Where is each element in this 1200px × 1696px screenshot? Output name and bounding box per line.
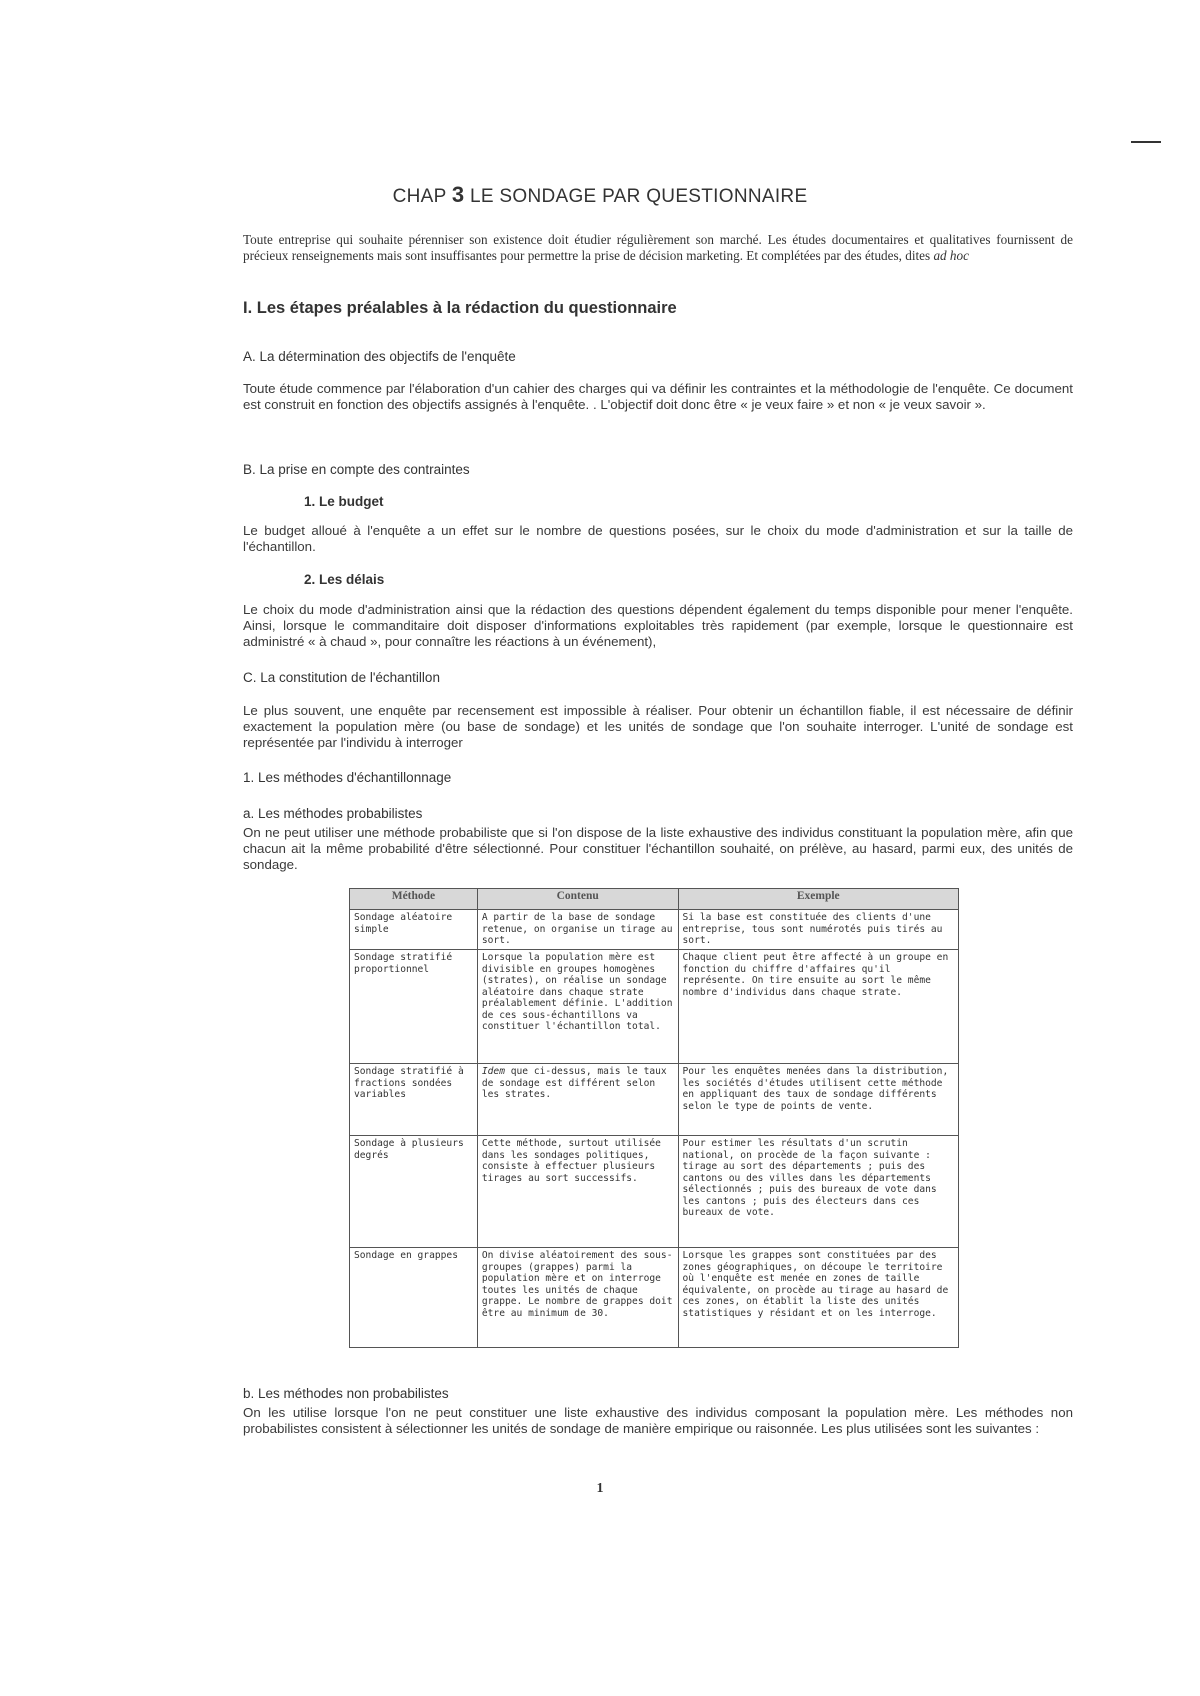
intro-italic: ad hoc <box>933 248 969 263</box>
chapter-number: 3 <box>451 182 465 207</box>
heading-non-probabilistic: b. Les méthodes non probabilistes <box>243 1386 449 1401</box>
table-header-row <box>350 889 959 910</box>
table-row <box>350 1064 959 1136</box>
cell-method: Sondage stratifié proportionnel <box>350 950 478 1064</box>
table-row <box>350 910 959 950</box>
cell-example: Pour estimer les résultats d'un scrutin national, on procède de la façon suivante : tirage au sort des départements ; puis des cantons ou des villes dans les départements sélectionnés ; puis des bureaux de vote dans les cantons ; puis des électeurs dans ces bureaux de vote. <box>678 1136 958 1248</box>
chapter-name: LE SONDAGE PAR QUESTIONNAIRE <box>469 186 808 207</box>
methods-table <box>349 888 959 1348</box>
cell-content-italic: Idem <box>481 1066 505 1077</box>
cell-example: Pour les enquêtes menées dans la distribution, les sociétés d'études utilisent cette méthode en appliquant des taux de sondage différents selon le type de points de vente. <box>678 1064 958 1136</box>
cell-content: A partir de la base de sondage retenue, on organise un tirage au sort. <box>477 910 678 950</box>
header-method: Méthode <box>350 889 478 910</box>
cell-example: Chaque client peut être affecté à un groupe en fonction du chiffre d'affaires qu'il représente. On tire ensuite au sort le même nombre d'individus dans chaque strate. <box>678 950 958 1064</box>
heading-constraints: B. La prise en compte des contraintes <box>243 462 470 477</box>
paragraph-non-probabilistic: On les utilise lorsque l'on ne peut constituer une liste exhaustive des individus composant la population mère. Les méthodes non probabilistes consistent à sélectionner les unités de sondage de manière empirique ou raisonnée. Les plus utilisées sont les suivantes : <box>243 1405 1073 1436</box>
cell-content: Lorsque la population mère est divisible en groupes homogènes (strates), on réalise un sondage aléatoire dans chaque strate préalablement définie. L'addition de ces sous-échantillons va constituer l'échantillon total. <box>477 950 678 1064</box>
header-example: Exemple <box>678 889 958 910</box>
cell-content-text: que ci-dessus, mais le taux de sondage est différent selon les strates. <box>481 1066 667 1100</box>
paragraph-objectives: Toute étude commence par l'élaboration d'un cahier des charges qui va définir les contraintes et la méthodologie de l'enquête. Ce document est construit en fonction des objectifs assignés à l'enquête. . L'objectif doit donc être « je veux faire » et non « je veux savoir ». <box>243 381 1073 412</box>
heading-objectives: A. La détermination des objectifs de l'enquête <box>243 349 516 364</box>
table-row <box>350 950 959 1064</box>
paragraph-probabilistic: On ne peut utiliser une méthode probabiliste que si l'on dispose de la liste exhaustive des individus constituant la population mère, afin que chacun ait la même probabilité d'être sélectionné. Pour constituer l'échantillon souhaité, on prélève, au hasard, parmi eux, des unités de sondage. <box>243 825 1073 872</box>
heading-budget: 1. Le budget <box>304 494 384 509</box>
cell-method: Sondage aléatoire simple <box>350 910 478 950</box>
intro-text: Toute entreprise qui souhaite pérenniser son existence doit étudier régulièrement son marché. Les études documentaires et qualitatives fournissent de précieux renseignements mais sont insuffisantes pour permettre la prise de décision marketing. Et complétées par des études, dites <box>243 232 1073 263</box>
paragraph-delais: Le choix du mode d'administration ainsi que la rédaction des questions dépendent également du temps disponible pour mener l'enquête. Ainsi, lorsque le commanditaire doit disposer d'informations exploitables très rapidement (par exemple, lorsque le questionnaire est administré « à chaud », pour connaître les réactions à un événement), <box>243 602 1073 649</box>
heading-probabilistic: a. Les méthodes probabilistes <box>243 806 423 821</box>
heading-sample: C. La constitution de l'échantillon <box>243 670 440 685</box>
chapter-title <box>0 182 1200 208</box>
page-number: 1 <box>596 1481 604 1496</box>
intro-paragraph <box>243 232 1073 264</box>
cell-method: Sondage en grappes <box>350 1248 478 1348</box>
cell-method: Sondage stratifié à fractions sondées variables <box>350 1064 478 1136</box>
cell-example: Lorsque les grappes sont constituées par des zones géographiques, on découpe le territoire où l'enquête est menée en zones de taille équivalente, on procède au tirage au hasard de ces zones, on établit la liste des unités statistiques y résidant et on les interroge. <box>678 1248 958 1348</box>
cell-content: Cette méthode, surtout utilisée dans les sondages politiques, consiste à effectuer plusieurs tirages au sort successifs. <box>477 1136 678 1248</box>
cell-example: Si la base est constituée des clients d'une entreprise, tous sont numérotés puis tirés au sort. <box>678 910 958 950</box>
heading-delais: 2. Les délais <box>304 572 385 587</box>
cell-method: Sondage à plusieurs degrés <box>350 1136 478 1248</box>
cell-content: On divise aléatoirement des sous-groupes (grappes) parmi la population mère et on interroge toutes les unités de chaque grappe. Le nombre de grappes doit être au minimum de 30. <box>477 1248 678 1348</box>
corner-mark <box>1131 141 1161 143</box>
heading-sampling-methods: 1. Les méthodes d'échantillonnage <box>243 770 452 785</box>
table-row <box>350 1136 959 1248</box>
paragraph-budget: Le budget alloué à l'enquête a un effet sur le nombre de questions posées, sur le choix du mode d'administration et sur la taille de l'échantillon. <box>243 523 1073 554</box>
cell-content <box>477 1064 678 1136</box>
paragraph-sample: Le plus souvent, une enquête par recensement est impossible à réaliser. Pour obtenir un échantillon fiable, il est nécessaire de définir exactement la population mère (ou base de sondage) et les unités de sondage que l'on souhaite interroger. L'unité de sondage est représentée par l'individu à interroger <box>243 703 1073 750</box>
section-title: I. Les étapes préalables à la rédaction du questionnaire <box>243 299 677 317</box>
table-row <box>350 1248 959 1348</box>
chapter-prefix: CHAP <box>392 186 447 207</box>
header-content: Contenu <box>477 889 678 910</box>
